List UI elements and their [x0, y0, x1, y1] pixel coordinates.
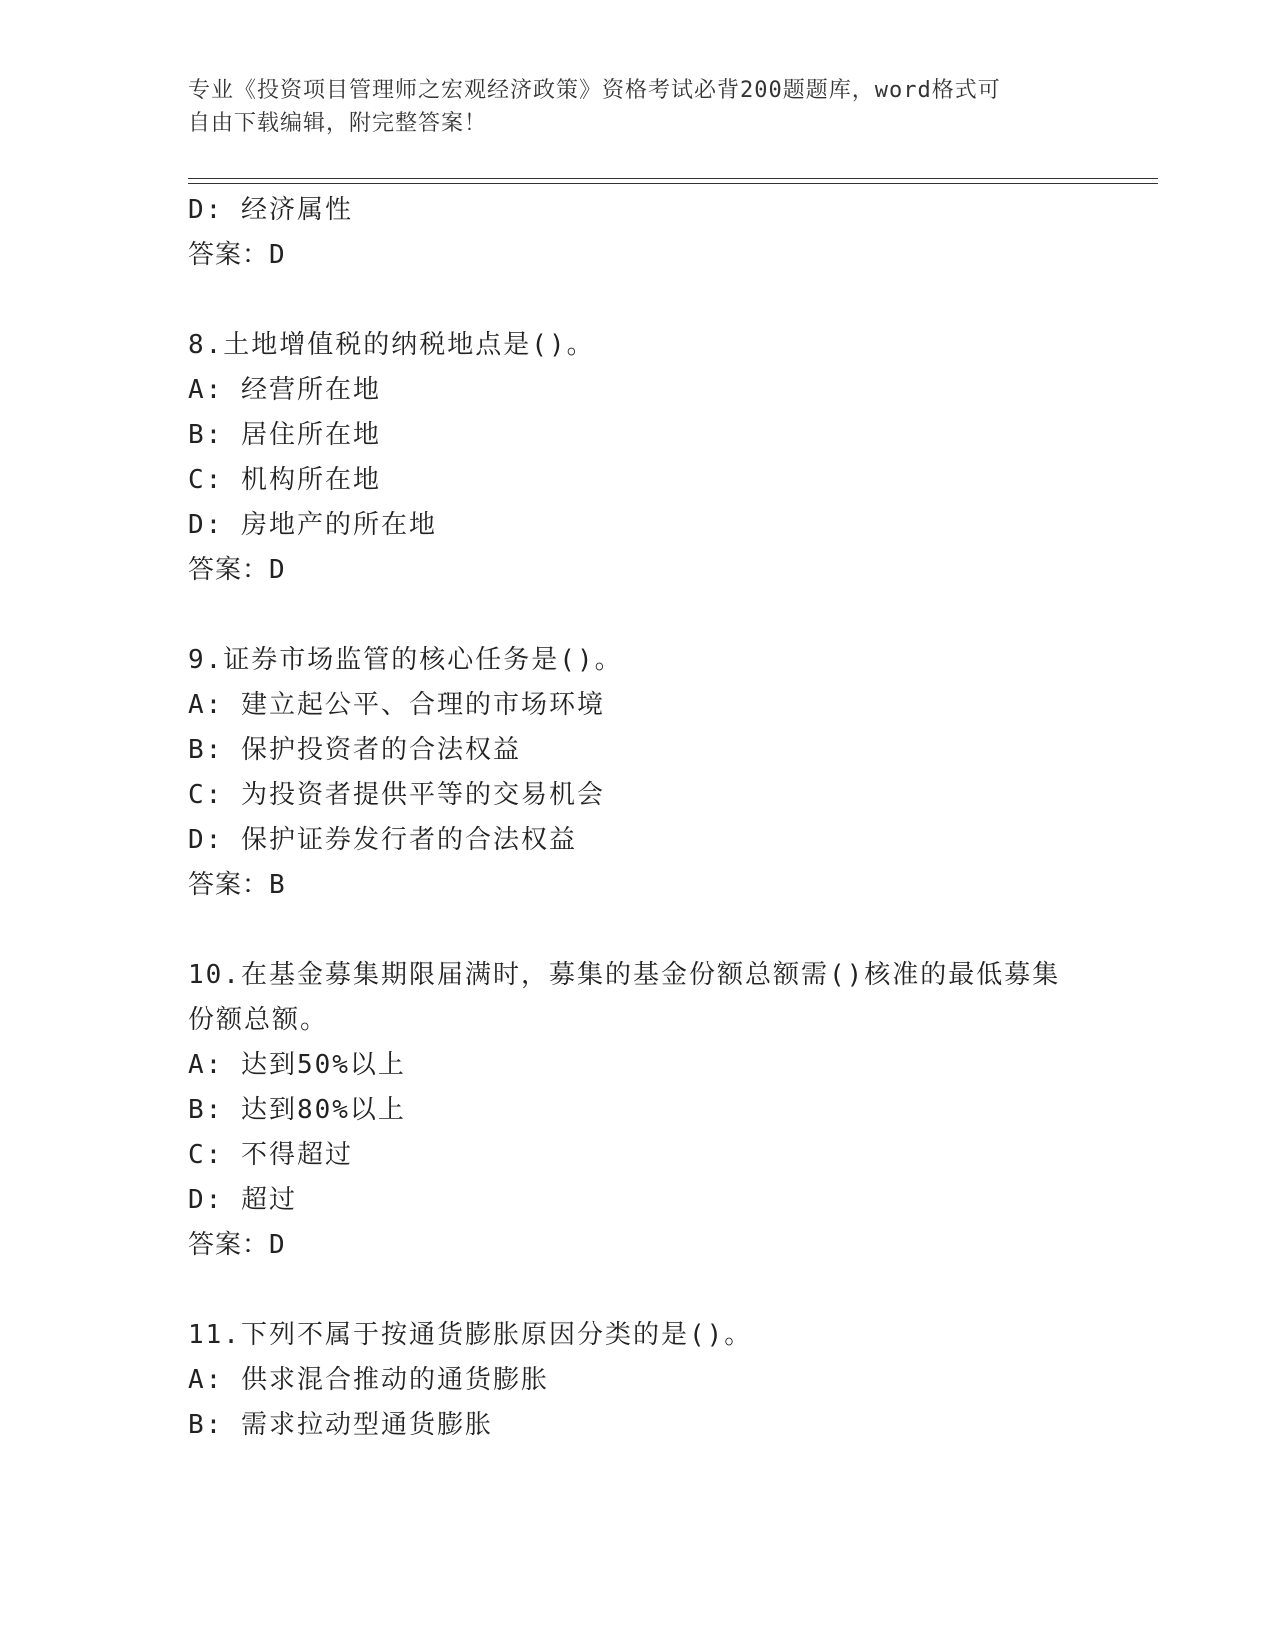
option-a: A: 建立起公平、合理的市场环境	[188, 690, 605, 720]
option-a: A: 达到50%以上	[188, 1050, 406, 1080]
option-d: D: 房地产的所在地	[188, 510, 437, 540]
answer: 答案：D	[188, 1230, 286, 1260]
option-b: B: 达到80%以上	[188, 1095, 406, 1125]
answer: 答案：D	[188, 555, 286, 585]
option-c: C: 不得超过	[188, 1140, 353, 1170]
header-line-2: 自由下载编辑，附完整答案！	[188, 111, 488, 136]
question-stem-line-1: 10.在基金募集期限届满时，募集的基金份额总额需()核准的最低募集	[188, 960, 1061, 990]
option-b: B: 需求拉动型通货膨胀	[188, 1410, 493, 1440]
question-stem: 8.土地增值税的纳税地点是()。	[188, 330, 595, 360]
option-a: A: 经营所在地	[188, 375, 381, 405]
answer: 答案：B	[188, 870, 286, 900]
header-line-1: 专业《投资项目管理师之宏观经济政策》资格考试必背200题题库，word格式可	[188, 78, 1001, 103]
option-d: D: 超过	[188, 1185, 297, 1215]
option-b: B: 保护投资者的合法权益	[188, 735, 521, 765]
question-stem: 9.证券市场监管的核心任务是()。	[188, 645, 623, 675]
option-a: A: 供求混合推动的通货膨胀	[188, 1365, 549, 1395]
document-header	[188, 74, 1068, 140]
question-stem: 11.下列不属于按通货膨胀原因分类的是()。	[188, 1320, 753, 1350]
option-d: D: 经济属性	[188, 195, 353, 225]
question-stem-line-2: 份额总额。	[188, 1005, 329, 1035]
option-c: C: 为投资者提供平等的交易机会	[188, 780, 605, 810]
answer: 答案：D	[188, 240, 286, 270]
option-d: D: 保护证券发行者的合法权益	[188, 825, 577, 855]
option-c: C: 机构所在地	[188, 465, 381, 495]
header-divider-top	[188, 178, 1158, 179]
option-b: B: 居住所在地	[188, 420, 381, 450]
header-divider-bottom	[188, 183, 1158, 184]
